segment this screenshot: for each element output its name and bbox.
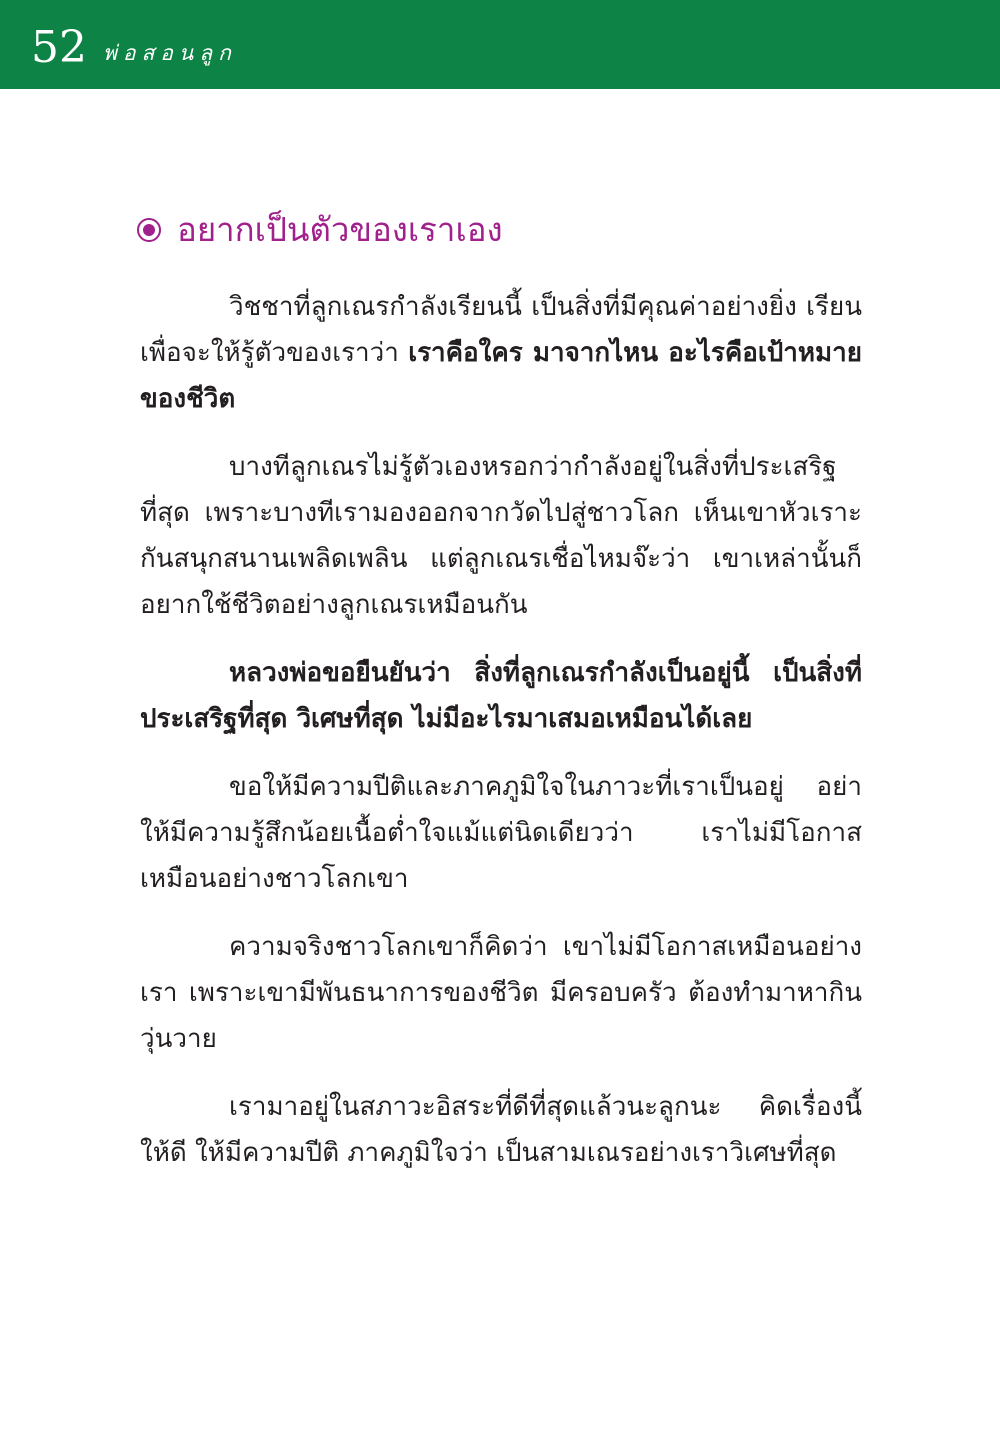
page-number: 52 [31, 22, 87, 73]
paragraph-3-emphasis: หลวงพ่อขอยืนยันว่า สิ่งที่ลูกเณรกำลังเป็นอยู่นี้ เป็นสิ่งที่ประเสริฐที่สุด วิเศษที่สุด ไม่มีอะไรมาเสมอเหมือนได้เลย [140, 658, 862, 734]
paragraph-1 [140, 284, 862, 422]
paragraph-5: ความจริงชาวโลกเขาก็คิดว่า เขาไม่มีโอกาสเหมือนอย่างเรา เพราะเขามีพันธนาการของชีวิต มีครอบครัว ต้องทำมาหากินวุ่นวาย [140, 932, 862, 1054]
page-header [0, 0, 1000, 89]
section-title: อยากเป็นตัวของเราเอง [177, 210, 503, 249]
paragraph-1-bold-text: เราคือใคร มาจากไหน อะไรคือเป้าหมายของชีวิต [140, 338, 862, 414]
section-heading [137, 200, 503, 260]
body-text [140, 284, 862, 1198]
bullet-icon [137, 218, 161, 242]
paragraph-6: เรามาอยู่ในสภาวะอิสระที่ดีที่สุดแล้วนะลูกนะ คิดเรื่องนี้ให้ดี ให้มีความปีติ ภาคภูมิใจว่า เป็นสามเณรอย่างเราวิเศษที่สุด [140, 1092, 862, 1168]
paragraph-2: บางทีลูกเณรไม่รู้ตัวเองหรอกว่ากำลังอยู่ในสิ่งที่ประเสริฐที่สุด เพราะบางทีเรามองออกจากวัดไปสู่ชาวโลก เห็นเขาหัวเราะกันสนุกสนานเพลิดเพลิน แต่ลูกเณรเชื่อไหมจ๊ะว่า เขาเหล่านั้นก็อยากใช้ชีวิตอย่างลูกเณรเหมือนกัน [140, 452, 862, 620]
paragraph-4: ขอให้มีความปีติและภาคภูมิใจในภาวะที่เราเป็นอยู่ อย่าให้มีความรู้สึกน้อยเนื้อต่ำใจแม้แต่นิดเดียวว่า เราไม่มีโอกาสเหมือนอย่างชาวโลกเขา [140, 772, 862, 894]
book-title: พ่อสอนลูก [103, 41, 237, 65]
paragraph-1-text: วิชชาที่ลูกเณรกำลังเรียนนี้ เป็นสิ่งที่มีคุณค่าอย่างยิ่ง เรียนเพื่อจะให้รู้ตัวของเราว่า [140, 292, 862, 368]
